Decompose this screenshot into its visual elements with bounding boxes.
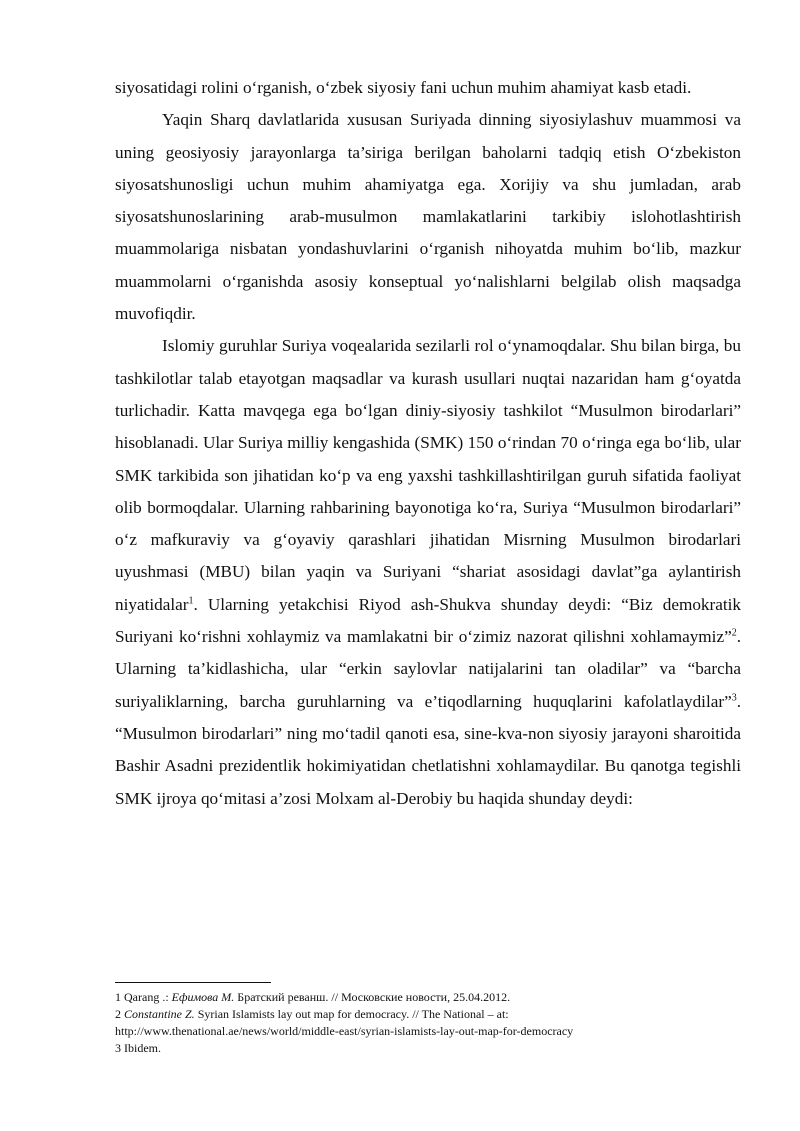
paragraph-3-part-3: . Ularning ta’kidlashicha, ular “erkin saylovlar natijalarini tan oladilar” va “barcha suriyaliklarning, barcha guruhlarning va e’tiqodlarning huquqlarini kafolatlaydilar” <box>115 627 741 711</box>
footnote-2-number: 2 <box>115 1007 121 1021</box>
footnote-3-text: Ibidem. <box>124 1041 161 1055</box>
paragraph-1: siyosatidagi rolini o‘rganish, o‘zbek siyosiy fani uchun muhim ahamiyat kasb etadi. <box>115 78 692 97</box>
footnote-2 <box>115 1006 741 1023</box>
footnote-2-url[interactable]: http://www.thenational.ae/news/world/middle-east/syrian-islamists-lay-out-map-for-democracy <box>115 1024 574 1038</box>
footnote-separator <box>115 982 271 983</box>
footnote-3 <box>115 1040 741 1057</box>
footnote-1-number: 1 <box>115 990 121 1004</box>
footnote-1 <box>115 989 741 1006</box>
paragraph-3-part-1: Islomiy guruhlar Suriya voqealarida sezilarli rol o‘ynamoqdalar. Shu bilan birga, bu tashkilotlar talab etayotgan maqsadlar va kurash usullari nuqtai nazaridan ham g‘oyatda turlichadir. Katta mavqega ega bo‘lgan diniy-siyosiy tashkilot “Musulmon birodarlari” hisoblanadi. Ular Suriya milliy kengashida (SMK) 150 o‘rindan 70 o‘ringa ega bo‘lib, ular SMK tarkibida son jihatidan ko‘p va eng yaxshi tashkillashtirilgan guruh sifatida faoliyat olib bormoqdalar. Ularning rahbarining bayonotiga ko‘ra, Suriya “Musulmon birodarlari” o‘z mafkuraviy va g‘oyaviy qarashlari jihatidan Misrning Musulmon birodarlari uyushmasi (MBU) bilan yaqin va Suriyani “shariat asosidagi davlat”ga aylantirish niyatidalar <box>115 336 741 614</box>
paragraph-3-part-4: . “Musulmon birodarlari” ning mo‘tadil qanoti esa, sine-kva-non siyosiy jarayoni sharoitida Bashir Asadni prezidentlik hokimiyatidan chetlatishni xohlamaydilar. Bu qanotga tegishli SMK ijroya qo‘mitasi a’zosi Molxam al-Derobiy bu haqida shunday deydi: <box>115 691 741 808</box>
footnotes <box>115 982 741 1057</box>
footnote-3-number: 3 <box>115 1041 121 1055</box>
footnote-1-text: Братский реванш. // Московские новости, 25.04.2012. <box>234 990 511 1004</box>
footnote-ref-2[interactable]: 2 <box>731 627 737 639</box>
footnote-ref-3[interactable]: 3 <box>731 691 737 703</box>
footnote-2-author: Constantine Z. <box>124 1007 195 1021</box>
footnote-2-text: Syrian Islamists lay out map for democracy. // The National – at: <box>194 1007 509 1021</box>
footnote-1-author: Ефимова М. <box>171 990 235 1004</box>
paragraph-3 <box>115 330 741 814</box>
footnote-1-lead: Qarang .: <box>124 990 172 1004</box>
paragraph-2: Yaqin Sharq davlatlarida xususan Suriyada dinning siyosiylashuv muammosi va uning geosiyosiy jarayonlarga ta’siriga berilgan baholarni tadqiq etish O‘zbekiston siyosatshunosligi uchun muhim ahamiyatga ega. Xorijiy va shu jumladan, arab siyosatshunoslarining arab-musulmon mamlakatlarini tarkibiy islohotlashtirish muammolariga nisbatan yondashuvlarini o‘rganish nihoyatda muhim bo‘lib, mazkur muammolarni o‘rganishda asosiy konseptual yo‘nalishlarni belgilab olish maqsadga muvofiqdir. <box>115 110 741 324</box>
document-page <box>115 72 741 815</box>
footnote-ref-1[interactable]: 1 <box>188 595 194 607</box>
paragraph-3-part-2: . Ularning yetakchisi Riyod ash-Shukva shunday deydi: “Biz demokratik Suriyani ko‘rishni xohlaymiz va mamlakatni bir o‘zimiz nazorat qilishni xohlamaymiz” <box>115 594 741 647</box>
